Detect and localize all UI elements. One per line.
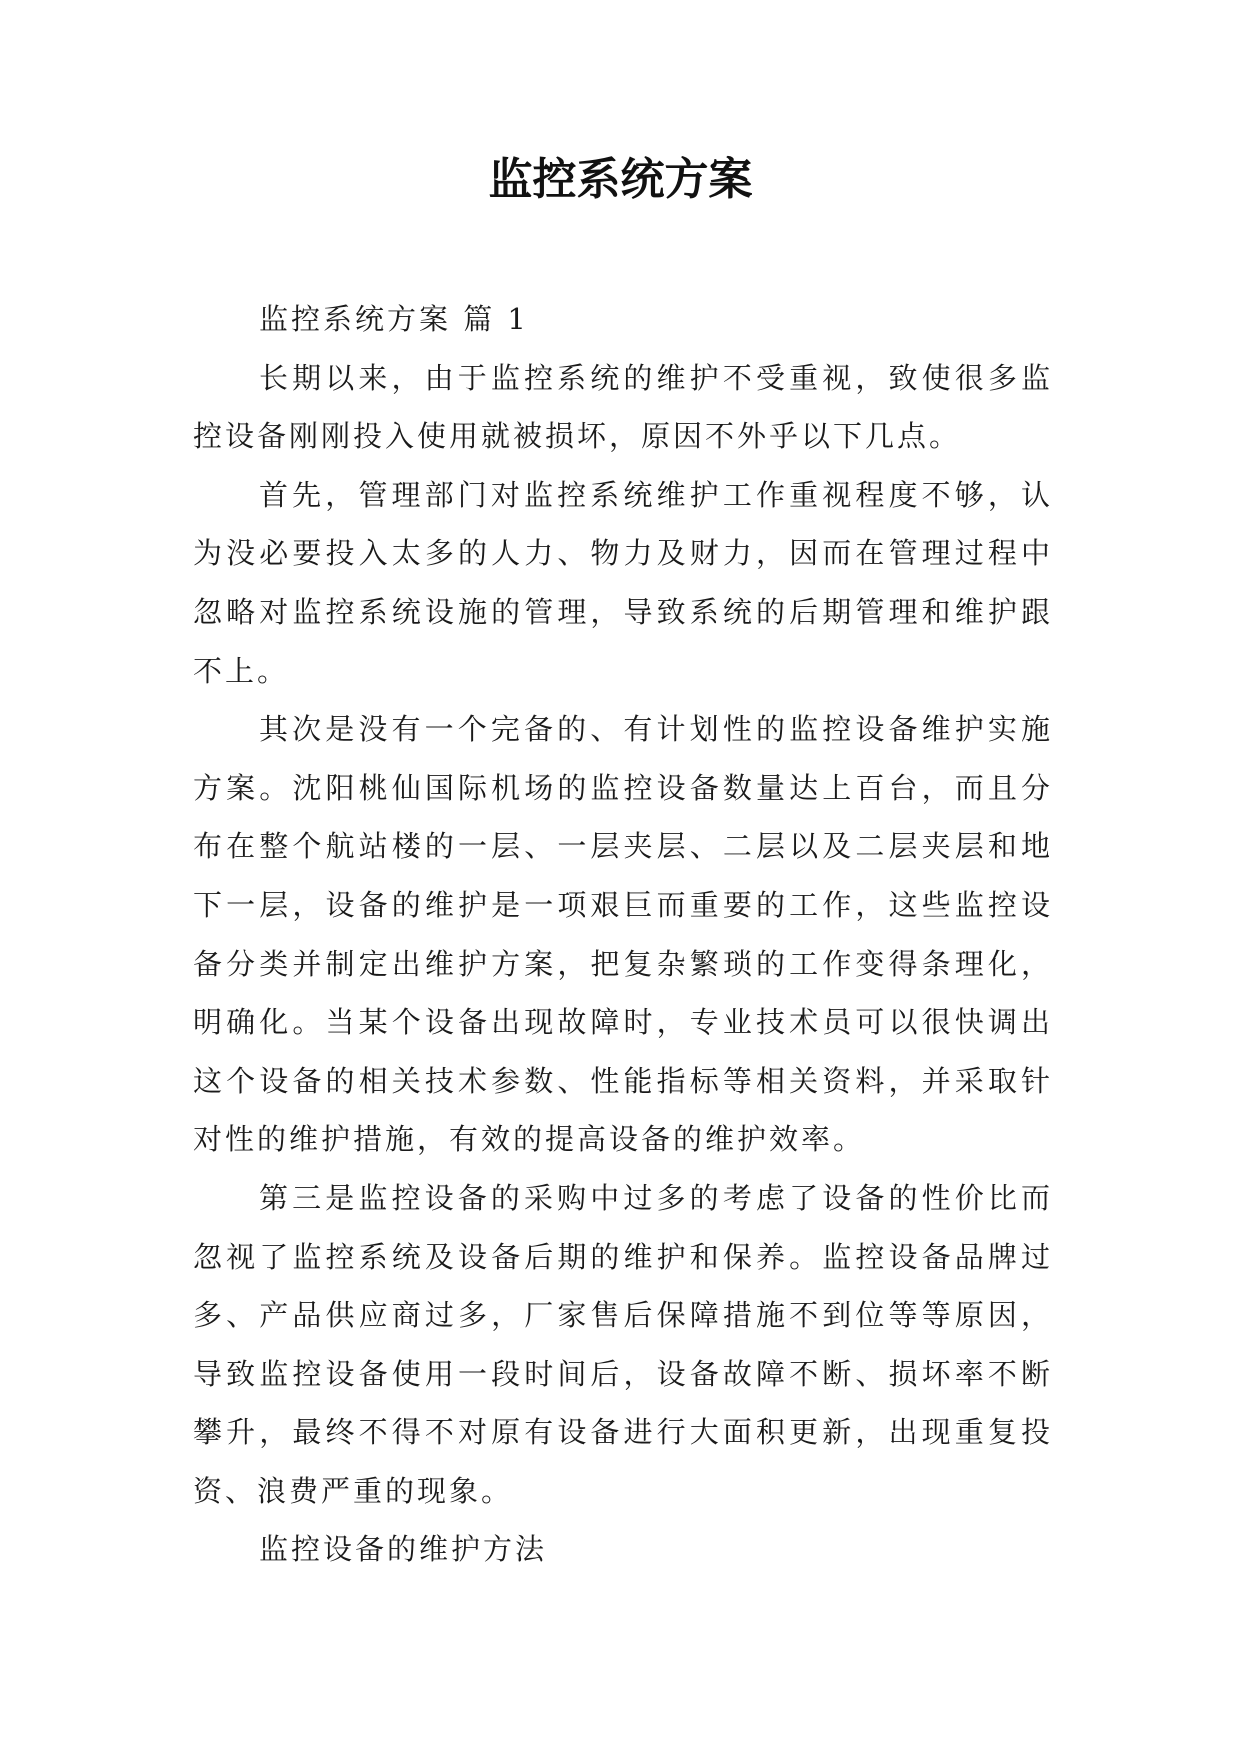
paragraph-3: 其次是没有一个完备的、有计划性的监控设备维护实施方案。沈阳桃仙国际机场的监控设备数量达上百台，而且分布在整个航站楼的一层、一层夹层、二层以及二层夹层和地下一层，设备的维护是一项艰巨而重要的工作，这些监控设备分类并制定出维护方案，把复杂繁琐的工作变得条理化，明确化。当某个设备出现故障时，专业技术员可以很快调出这个设备的相关技术参数、性能指标等相关资料，并采取针对性的维护措施，有效的提高设备的维护效率。 — [193, 712, 1053, 1157]
document-body — [193, 290, 1053, 1579]
paragraph-2: 首先，管理部门对监控系统维护工作重视程度不够，认为没必要投入太多的人力、物力及财力，因而在管理过程中忽略对监控系统设施的管理，导致系统的后期管理和维护跟不上。 — [193, 477, 1053, 688]
paragraph-1: 长期以来，由于监控系统的维护不受重视，致使很多监控设备刚刚投入使用就被损坏，原因不外乎以下几点。 — [193, 360, 1053, 454]
document-title: 监控系统方案 — [488, 154, 753, 205]
section-heading: 监控系统方案 篇 1 — [259, 302, 529, 336]
section-subheading: 监控设备的维护方法 — [259, 1532, 548, 1567]
paragraph-4: 第三是监控设备的采购中过多的考虑了设备的性价比而忽视了监控系统及设备后期的维护和保养。监控设备品牌过多、产品供应商过多，厂家售后保障措施不到位等等原因，导致监控设备使用一段时间后，设备故障不断、损坏率不断攀升，最终不得不对原有设备进行大面积更新，出现重复投资、浪费严重的现象。 — [193, 1180, 1053, 1508]
